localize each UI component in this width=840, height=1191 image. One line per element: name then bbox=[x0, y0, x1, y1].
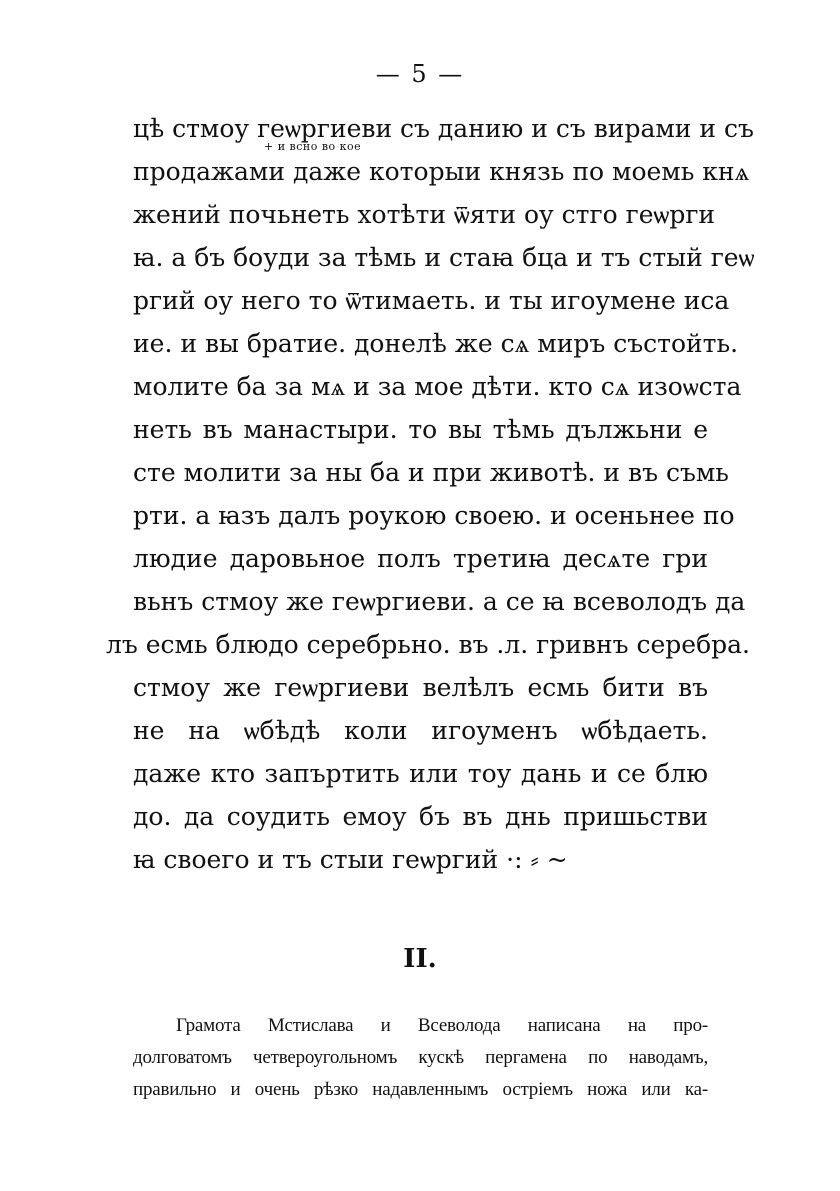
text-line: до. да соудить емоу бъ въ днь пришьстви bbox=[133, 802, 708, 831]
text-line: рти. а ꙗзъ далъ роукою своею. и осеньнее по bbox=[133, 501, 735, 530]
text-line: сте молити за ны ба и при животѣ. и въ съмь bbox=[133, 458, 729, 487]
text-line: даже кто запъртить или тоу дань и се блю bbox=[133, 759, 708, 788]
text-line: стмоу же геѡргиеви велѣлъ есмь бити въ bbox=[133, 673, 708, 702]
text-line: ргий оу него то ѿтимаеть. и ты игоумене иса bbox=[133, 286, 730, 315]
description-line: правильно и очень рѣзко надавленнымъ остріемъ ножа или ка- bbox=[133, 1079, 708, 1100]
interlinear-note: + и всно во кое bbox=[264, 140, 362, 153]
text-line: лъ есмь блюдо серебрьно. въ .л. гривнъ серебра. bbox=[106, 630, 750, 659]
text-line: ꙗ своего и тъ стыи геѡргий ·: ⸗ ~ bbox=[133, 845, 568, 874]
text-line: людие даровьное полъ третиꙗ десѧте гри bbox=[133, 544, 708, 573]
text-line: вьнъ стмоу же геѡргиеви. а се ꙗ всеволодъ да bbox=[133, 587, 746, 616]
text-line: не на ѡбѣдѣ коли игоуменъ ѡбѣдаеть. bbox=[133, 716, 708, 745]
text-line: цѣ стмоу геѡргиеви съ данию и съ вирами и съ bbox=[133, 114, 754, 143]
text-line: ꙗ. а бъ боуди за тѣмь и стаꙗ бца и тъ стый геѡ bbox=[133, 243, 755, 272]
text-line: продажами даже которыи князь по моемь кнѧ bbox=[133, 157, 750, 186]
text-line: жений почьнеть хотѣти ѿяти оу стго геѡрги bbox=[133, 200, 716, 229]
text-line: ие. и вы братие. донелѣ же сѧ миръ състойть. bbox=[133, 329, 739, 358]
text-line: молите ба за мѧ и за мое дѣти. кто сѧ изоѡста bbox=[133, 372, 742, 401]
description-line: долговатомъ четвероугольномъ кускѣ пергамена по наводамъ, bbox=[133, 1047, 708, 1068]
text-line: неть въ манастыри. то вы тѣмь дължьни е bbox=[133, 415, 708, 444]
page-number: — 5 — bbox=[375, 60, 465, 88]
section-heading: II. bbox=[403, 944, 437, 974]
description-line: Грамота Мстислава и Всеволода написана на про- bbox=[176, 1015, 708, 1036]
